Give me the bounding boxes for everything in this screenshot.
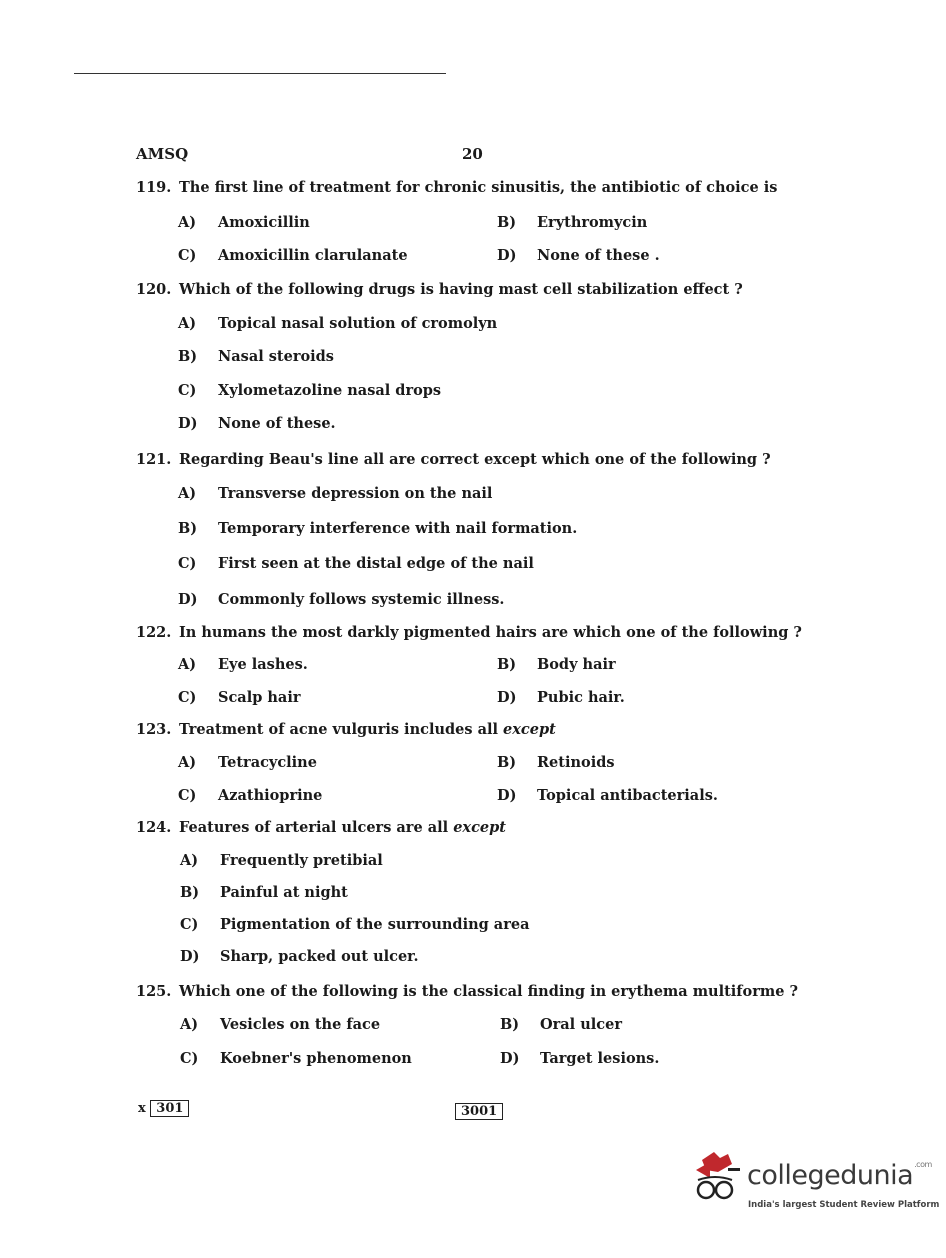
question-124: 124. Features of arterial ulcers are all except <box>136 819 506 836</box>
logo-tagline: India's largest Student Review Platform <box>748 1200 940 1210</box>
option: D) Target lesions. <box>500 1050 660 1067</box>
question-125: 125. Which one of the following is the classical finding in erythema multiforme ? <box>136 983 798 1000</box>
question-121: 121. Regarding Beau's line all are correct except which one of the following ? <box>136 451 771 468</box>
logo-wordmark: collegedunia$^{.com}$ <box>747 1160 932 1191</box>
footer-center <box>455 1101 503 1119</box>
option: C) Koebner's phenomenon <box>180 1050 412 1067</box>
option: D) Sharp, packed out ulcer. <box>180 948 419 965</box>
booklet-code-box: 301 <box>150 1100 189 1117</box>
option: C) First seen at the distal edge of the nail <box>178 555 534 572</box>
option: A) Vesicles on the face <box>180 1016 381 1033</box>
option: C) Amoxicillin clarulanate <box>178 247 408 264</box>
question-120: 120. Which of the following drugs is having mast cell stabilization effect ? <box>136 281 743 298</box>
option: D) Commonly follows systemic illness. <box>178 591 505 608</box>
page-number: 20 <box>462 145 483 163</box>
option: A) Eye lashes. <box>178 656 308 673</box>
option: A) Topical nasal solution of cromolyn <box>178 315 498 332</box>
question-122: 122. In humans the most darkly pigmented hairs are which one of the following ? <box>136 624 802 641</box>
option: A) Frequently pretibial <box>180 852 383 869</box>
top-rule <box>74 73 446 74</box>
option: C) Azathioprine <box>178 787 323 804</box>
option: A) Transverse depression on the nail <box>178 485 493 502</box>
option: B) Erythromycin <box>497 214 648 231</box>
option: A) Tetracycline <box>178 754 317 771</box>
option: D) None of these. <box>178 415 336 432</box>
collegedunia-mascot-icon <box>688 1150 748 1210</box>
option: A) Amoxicillin <box>178 214 310 231</box>
option: C) Xylometazoline nasal drops <box>178 382 442 399</box>
option: D) Topical antibacterials. <box>497 787 718 804</box>
option: B) Temporary interference with nail formation. <box>178 520 578 537</box>
exam-code: AMSQ <box>136 145 189 163</box>
series-code-box: 3001 <box>455 1103 503 1120</box>
option: B) Retinoids <box>497 754 615 771</box>
option: B) Body hair <box>497 656 616 673</box>
option: C) Pigmentation of the surrounding area <box>180 916 530 933</box>
option: D) Pubic hair. <box>497 689 625 706</box>
question-123: 123. Treatment of acne vulguris includes all except <box>136 721 556 738</box>
footer-left: x 301 <box>138 1101 189 1116</box>
option: B) Oral ulcer <box>500 1016 622 1033</box>
question-119: 119. The first line of treatment for chronic sinusitis, the antibiotic of choice is <box>136 179 778 196</box>
option: B) Painful at night <box>180 884 348 901</box>
option: B) Nasal steroids <box>178 348 334 365</box>
option: C) Scalp hair <box>178 689 301 706</box>
option: D) None of these . <box>497 247 660 264</box>
